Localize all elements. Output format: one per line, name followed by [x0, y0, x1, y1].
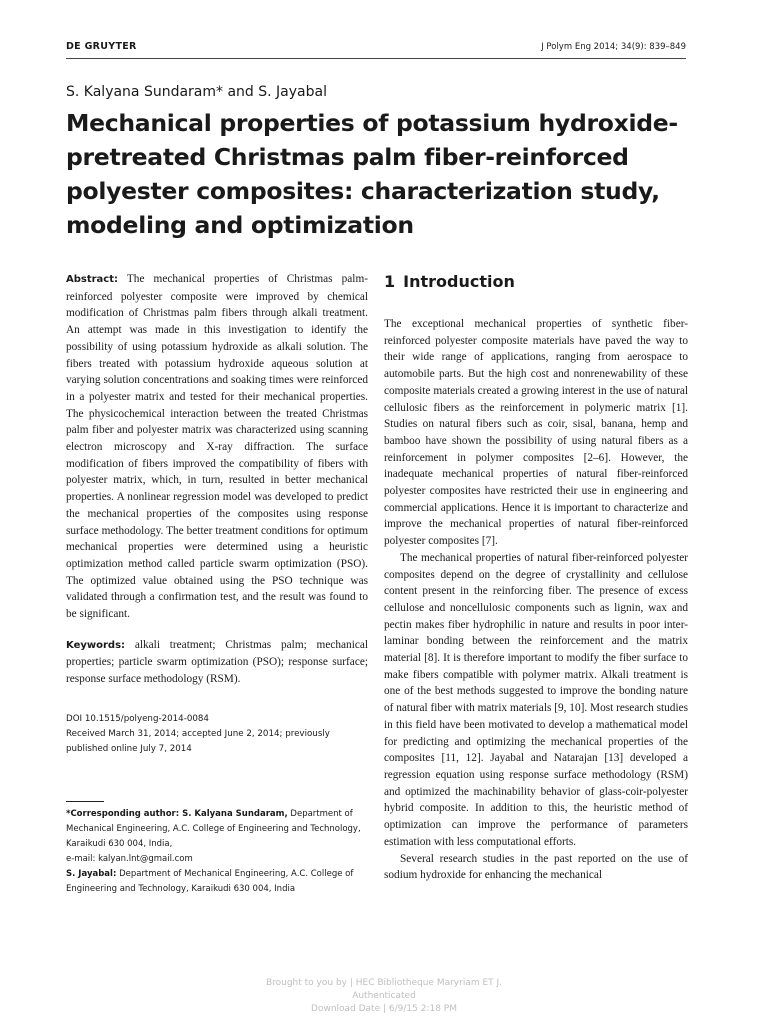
- second-author-label: S. Jayabal:: [66, 868, 117, 879]
- section-title: Introduction: [403, 272, 515, 291]
- left-column: [66, 271, 368, 897]
- abstract: [66, 271, 368, 623]
- corresponding-author-email: e-mail: kalyan.lnt@gmail.com: [66, 853, 193, 864]
- second-author-affiliation: Department of Mechanical Engineering, A.C. College of Engineering and Technology, Karaikudi 630 004, India: [66, 868, 354, 894]
- section-number: 1: [384, 272, 396, 291]
- abstract-text: The mechanical properties of Christmas palm-reinforced polyester composite were improved by chemical modification of Christmas palm fibers through alkali treatment. An attempt was made in this investigation to identify the possibility of using potassium hydroxide as alkali solution. The fibers treated with potassium hydroxide aqueous solution at varying solution concentrations and soaking times were reinforced in a polyester matrix and tested for their mechanical properties. The physicochemical interaction between the treated Christmas palm fiber and polyester matrix was characterized using scanning electron microscopy and X-ray diffraction. The surface modification of fibers improved the compatibility of fibers with polyester matrix, which, in turn, resulted in better mechanical properties. A nonlinear regression model was developed to predict the mechanical properties of the composites using response surface methodology. The better treatment conditions for optimum mechanical properties were determined using a heuristic optimization method called particle swarm optimization (PSO). The optimized value obtained using the PSO technique was validated through a confirmation test, and the result was found to be significant.: [66, 273, 368, 621]
- corresponding-author-affiliation: Department of Mechanical Engineering, A.C. College of Engineering and Technology, Karaikudi 630 004, India,: [66, 808, 361, 849]
- watermark-line: Brought to you by | HEC Bibliotheque Maryriam ET J.: [265, 978, 503, 988]
- footnote-divider: [66, 801, 104, 802]
- header-divider: [66, 58, 686, 59]
- keywords-text: alkali treatment; Christmas palm; mechanical properties; particle swarm optimization (PSO); response surface; response surface methodology (RSM).: [66, 638, 368, 686]
- intro-paragraph: The mechanical properties of natural fiber-reinforced polyester composites depend on the degree of crystallinity and cellulose content present in the reinforcing fiber. The presence of excess cellulose and noncellulosic components such as lignin, wax and pectin makes fiber hydrophilic in nature and results in poor inter-laminar bonding between the reinforcement and the matrix material [8]. It is therefore important to modify the fiber surface to make fibers compatible with polymer matrix. Alkali treatment is one of the best methods suggested to improve the bonding nature of natural fiber with matrix materials [9, 10]. Most research studies in this field have been motivated to develop a mathematical model for predicting and optimizing the mechanical properties of the composites [11, 12]. Jayabal and Natarajan [13] developed a regression equation using response surface methodology (RSM) and optimized the machinability behavior of glass-coir-polyester hybrid composite. In addition to this, the heuristic method of optimization can improve the performance of parameters estimation with less computational efforts.: [384, 551, 688, 848]
- watermark-line: Download Date | 6/9/15 2:18 PM: [311, 1004, 457, 1014]
- corresponding-author-note: [66, 807, 368, 852]
- right-column: [384, 271, 688, 884]
- section-heading: [384, 271, 688, 293]
- intro-paragraph: Several research studies in the past reported on the use of sodium hydroxide for enhancing the mechanical: [384, 852, 688, 882]
- article-title: Mechanical properties of potassium hydroxide-pretreated Christmas palm fiber-reinforced polyester composites: characterization study, modeling and optimization: [66, 109, 678, 239]
- author-list: S. Kalyana Sundaram* and S. Jayabal: [66, 84, 327, 100]
- publisher-name: DE GRUYTER: [66, 41, 137, 52]
- abstract-label: Abstract:: [66, 274, 119, 285]
- corresponding-author-label: *Corresponding author: S. Kalyana Sundaram,: [66, 808, 288, 819]
- doi: DOI 10.1515/polyeng-2014-0084: [66, 713, 209, 724]
- second-author-note: [66, 867, 368, 897]
- journal-reference: J Polym Eng 2014; 34(9): 839–849: [541, 42, 686, 52]
- intro-paragraph: The exceptional mechanical properties of synthetic fiber-reinforced polyester composite materials have paved the way to their wide range of applications, ranging from aerospace to automobile parts. But the high cost and nonrenewability of these composite materials created a growing interest in the use of natural cellulosic fibers as the reinforcement in polymeric matrix [1]. Studies on natural fibers such as coir, sisal, banana, hemp and bamboo have shown the possibility of using natural fibers as a reinforcement in polymer composites [2–6]. However, the inadequate mechanical properties of natural fiber-reinforced polyester composites have restricted their use in engineering and commercial applications. Hence it is important to characterize and improve the mechanical properties of natural fiber-reinforced polyester composites [7].: [384, 318, 688, 548]
- keywords-label: Keywords:: [66, 639, 126, 651]
- received-dates: Received March 31, 2014; accepted June 2, 2014; previously published online July 7, 2014: [66, 728, 330, 754]
- keywords: [66, 637, 368, 688]
- watermark-line: Authenticated: [352, 991, 416, 1001]
